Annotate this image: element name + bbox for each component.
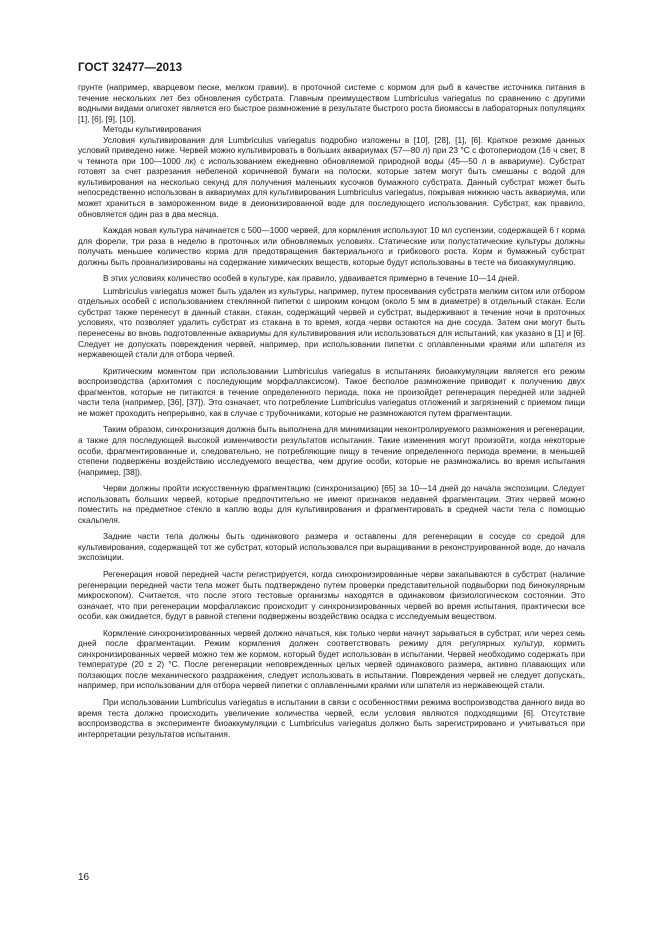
paragraph-synchronization: Таким образом, синхронизация должна быть выполнена для минимизации неконтролируемого размножения и регенерации, а также для последующей высокой изменчивости результатов испытания. Такие изменения могут произойти, когда некоторые особи, фрагментированные и, следовательно, не потребляющие пищу в течение определенного периода времени, в меньшей степени подвержены воздействию исследуемого вещества, чем другие особи, которые не размножались во время испытания (например, [38]).	[78, 424, 585, 477]
paragraph-heading-methods: Методы культивирования	[103, 124, 202, 135]
paragraph-regeneration: Регенерация новой передней части регистрируется, когда синхронизированные черви закапываются в субстрат (наличие регенерации передней части тела может быть подтверждено путем проверки представительной подвыборки под бинокулярным микроскопом). Считается, что после этого тестовые организмы находятся в одинаковом физиологическом состоянии. Это означает, что при регенерации морфаллаксис происходит у синхронизированных червей во время испытания, практически все особи, как ожидается, будут в равной степени подвержены воздействию осадка с исследуемым веществом.	[78, 568, 585, 622]
paragraph-new-culture: Каждая новая культура начинается с 500—1000 червей, для кормления используют 10 мл суспензии, содержащей 6 г корма для форели, три раза в неделю в проточных или обновляемых условиях. Статические или полустатические культуры должны получать меньшее количество корма для предотвращения бактериального и грибкового роста. Корм и бумажный субстрат должны быть проанализированы на содержание химических веществ, которые будут использованы в тесте на биоаккумуляцию.	[78, 225, 585, 267]
paragraph-doubling: В этих условиях количество особей в культуре, как правило, удваивается примерно в течение 10—14 дней.	[103, 273, 520, 284]
paragraph-fragmentation: Черви должны пройти искусственную фрагментацию (синхронизацию) [65] за 10—14 дней до начала экспозиции. Следует использовать больших червей, которые предпочтительно не имеют признаков недавней фрагментации. Этих червей можно поместить на предметное стекло в каплю воды для культивирования и фрагментировать в средней части тела с помощью скальпеля.	[78, 483, 585, 525]
paragraph-continuation: грунте (например, кварцевом песке, мелком гравии), в проточной системе с кормом для рыб в качестве источника питания в течение нескольких лет без обновления субстрата. Главным преимуществом Lumbriculus variegatus по сравнению с другими водными видами олигохет является его быстрое размножение в результате быстрого роста биомассы в лабораторных популяциях [1], [6], [9], [10].	[78, 82, 585, 124]
paragraph-posterior-parts: Задние части тела должны быть одинакового размера и оставлены для регенерации в сосуде со средой для культивирования, содержащей тот же субстрат, который использовался при выращивании в реконструированной воде, до начала экспозиции.	[78, 531, 585, 563]
document-standard-header: ГОСТ 32477—2013	[78, 62, 183, 74]
paragraph-culture-conditions: Условия культивирования для Lumbriculus variegatus подробно изложены в [10], [28], [1], [6]. Краткое резюме данных условий приведено ниже. Червей можно культивировать в больших аквариумах (57—80 л) при 23 °С с фотопериодом (16 ч свет, 8 ч темнота при 100—1000 лк) с использованием ежедневно обновляемой природной воды (45—50 л в аквариуме). Субстрат готовят за счет разрезания небеленой коричневой бумаги на полоски, которые затем могут быть смешаны с водой для культивирования на несколько секунд для получения маленьких кусочков бумажного субстрата. Данный субстрат может быть непосредственно использован в аквариумах для культивирования Lumbriculus variegatus, покрывая нижнюю часть аквариума, или может храниться в замороженном виде в деионизированной воде для последующего использования. Субстрат, как правило, обновляется один раз в два месяца.	[78, 134, 585, 219]
paragraph-feeding: Кормление синхронизированных червей должно начаться, как только черви начнут зарываться в субстрат, или через семь дней после фрагментации. Режим кормления должен соответствовать режиму для регулярных культур, кормить синхронизированных червей можно тем же кормом, который будет использован в испытании. Червей необходимо содержать при температуре (20 ± 2) °С. После регенерации неповрежденных целых червей одинакового размера, активно плавающих или ползающих после механического раздражения, следует использовать в испытании. Повреждения червей не следует допускать, например, при использовании для отбора червей пипетки с оплавленными краями или шпателя из нержавеющей стали.	[78, 627, 585, 691]
document-body	[78, 82, 585, 739]
page-number: 16	[78, 872, 90, 883]
paragraph-reproduction-test: При использовании Lumbriculus variegatus в испытании в связи с особенностями режима воспроизводства данного вида во время теста должно происходить увеличение количества червей, если условия являются подходящими [6]. Отсутствие воспроизводства в эксперименте биоаккумуляции с Lumbriculus variegatus должно быть зарегистрировано и учитываться при интерпретации результатов испытания.	[78, 696, 585, 739]
paragraph-removal: Lumbriculus variegatus может быть удален из культуры, например, путем просеивания субстрата мелким ситом или отбором отдельных особей с использованием стеклянной пипетки с широким концом (около 5 мм в диаметре) в отдельный стакан. Если субстрат также перенесут в данный стакан, стакан, содержащий червей и субстрат, выдерживают в течение ночи в проточных условиях, что позволяет удалить субстрат из стакана в то время, когда черви остаются на дне сосуда. Затем они могут быть перенесены во вновь подготовленные аквариумы для культивирования или использоваться для испытаний, как указано в [1] и [6]. Следует не допускать повреждения червей, например, при использовании пипетки с оплавленными краями или шпателя из нержавеющей стали для отбора червей.	[78, 285, 585, 360]
paragraph-reproduction: Критическим моментом при использовании Lumbriculus variegatus в испытаниях биоаккумуляции является его режим воспроизводства (архитомия с последующим морфаллаксисом). Такое бесполое размножение приводит к получению двух фрагментов, которые не питаются в течение определенного периода, пока не произойдет регенерация передней или задней части тела (например, [36], [37]). Это означает, что потребление Lumbriculus variegatus отложений и загрязнений с приемом пищи не может проходить непрерывно, как в случае с трубочниками, которые не размножаются путем фрагментации.	[78, 365, 585, 418]
